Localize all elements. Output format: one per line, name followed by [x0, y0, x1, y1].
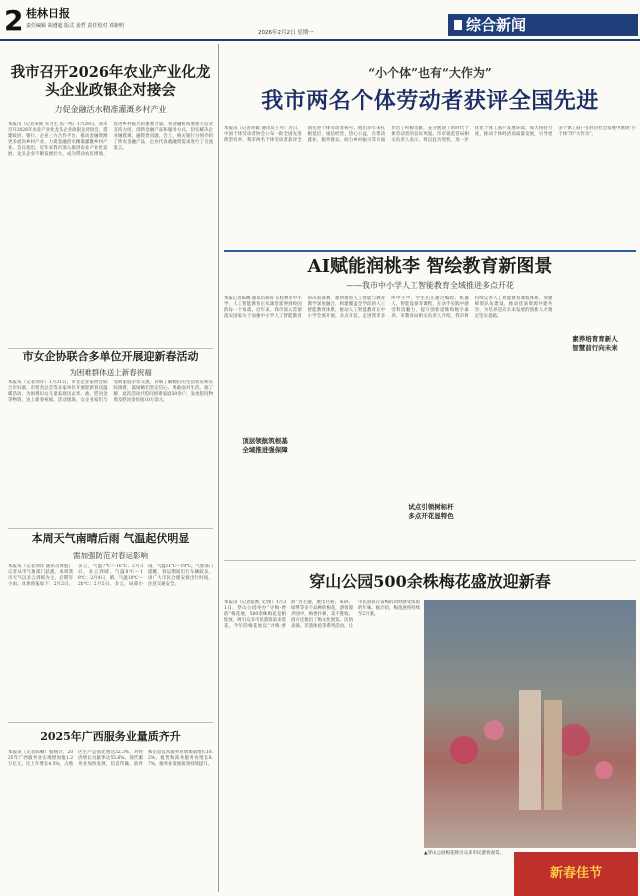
camellia-headline: 穿山公园500余株梅花盛放迎新春: [309, 572, 551, 591]
weather-body: 本报讯（记者刘洋 通讯员黄彪）记者从市气象部门获悉，本周我市天气以多云到晴为主，后期有小雨。具体预报如下：2月2日，多云，气温7℃～16℃；2月3日，多云到晴，气温8℃～18℃；2月4日，晴，气温10℃～20℃；2月5日，多云，局部小雨，气温11℃～19℃。气象部门提醒，春运期间出行车辆较多，请广大市民合理安排出行时间，注意交通安全。: [8, 564, 213, 587]
ai-section-head-3: [556, 334, 634, 352]
spring-festival-body: 本报讯（记者刘洋）1月31日，市女企业家协会联合市妇联、市慈善总会等多家单位开展迎新春送温暖活动，为困难妇女儿童家庭送去米、油、慰问金等物资，送上新春祝福。活动现场，女企业家们与受助家庭亲切交流，详细了解她们的生活状况和实际困难，鼓励她们坚定信心、勇敢面对生活。据了解，此次活动共慰问困难家庭50余户，发放慰问物资及慰问金价值10万余元。: [8, 380, 213, 403]
ai-section-head-1-line2: 全域推进强保障: [242, 446, 288, 454]
tourism-services-headline: 2025年广西服务业量质齐升: [40, 730, 181, 743]
camellia-photo: [424, 600, 636, 848]
divider: [224, 250, 636, 252]
ai-section-head-3-line2: 智慧前行向未来: [572, 344, 618, 352]
ai-section-head-1-line1: 顶层领航筑根基: [242, 437, 288, 445]
ai-education-subhead: ——我市中小学人工智能教育全域推进多点开花: [346, 281, 514, 290]
ai-section-head-2: [392, 502, 470, 520]
weather-subhead: 需加强防范对春运影响: [73, 551, 148, 560]
spring-festival-subhead: 为困难群体送上新春祝福: [69, 368, 152, 377]
editors-line: 责任编辑 胡遵超 版式 姜哲 责任校对 邓新明: [26, 23, 124, 29]
masthead: [0, 0, 640, 40]
spring-festival-headline: 市女企协联合多单位开展迎新春活动: [22, 350, 199, 363]
farm-conference-subhead: 力促金融活水精准灌溉乡村产业: [54, 105, 167, 114]
ai-section-head-3-line1: 素养培育育新人: [572, 335, 618, 343]
divider: [224, 560, 636, 561]
divider: [8, 348, 213, 349]
main-feature-kicker: “小个体”也有“大作为”: [368, 66, 492, 80]
main-feature-body: 本报讯（记者蒋薇 通讯员王丹）近日，中国个体劳动者协会公布一批全国先进典型名单，我市两名个体劳动者获评全国先进个体劳动者称号。他们多年来扎根基层、诚信经营、热心公益，在带动就业、服务群众、助力乡村振兴等方面作出了积极贡献，充分展现了新时代个体劳动者的良好风貌。市市场监管局相关负责人表示，将以此为契机，进一步优化个体工商户发展环境，加大扶持力度，推动个体经济高质量发展，引导更多个体工商户在经济社会发展中展现“小个体”的“大作为”。: [224, 126, 636, 143]
column-divider: [218, 44, 219, 892]
ai-education-body: 本报记者陈婉 通讯员胡涛 在桂林市中小学，人工智能教育正从课堂延伸到校园的每一个角落。近年来，我市深入贯彻落实国家关于加强中小学人工智能教育的决策部署，加快推进人工智能与教育教学深度融合，构建覆盖全学段的人工智能教育体系，推动人工智能教育在中小学全域开展、多点开花。走进我市多所中小学，学生们正通过编程、机器人、智能设备等课程，在动手实践中感受科技魅力，提升创新思维和数字素养。市教育局相关负责人介绍，我市将持续完善人工智能教育课程体系，加强师资队伍建设，推动优质资源共建共享，为培养适应未来发展的创新人才奠定坚实基础。: [224, 296, 553, 319]
ai-education-headline: AI赋能润桃李 智绘教育新图景: [307, 256, 553, 277]
ai-section-head-1: [226, 436, 304, 454]
farm-conference-headline: 我市召开2026年农业产业化龙头企业政银企对接会: [10, 64, 211, 99]
weather-headline: 本周天气南晴后雨 气温起伏明显: [31, 532, 190, 545]
camellia-caption: ▲穿山公园梅花吸引众多市民游客观赏。: [424, 851, 504, 856]
farm-conference-body: 本报讯（记者朱辉 实习生 高一鸣）1月29日，我市召开2026年农业产业化龙头企业政银企对接会，搭建政府、银行、企业三方合作平台，推动金融资源更多流向乡村产业，力促金融活水精准灌溉乡村产业。会议指出，近年来我市深入推进农业产业化发展，龙头企业不断发展壮大，成为带动农民增收、促进乡村振兴的重要力量。各金融机构要加大信贷支持力度，创新金融产品和服务方式，切实解决企业融资难、融资贵问题。会上，相关银行分别介绍了涉农金融产品，企业代表就融资需求进行了交流发言。: [8, 122, 213, 157]
camellia-body: 本报讯（记者阮熙 文/图）1月31日，穿山公园举办“寻梅·香韵”梅花展，500余株梅花竞相绽放，吸引众多市民游客前来赏花。今年的梅花展以“寻梅·香韵”为主题，展出宫粉、朱砂、绿萼等多个品种的梅花，游客漫步园中，梅香扑鼻，美不胜收。园方还推出了梅文化展览、民俗表演、非遗体验等系列活动，让市民游客在赏梅的同时感受浓浓的年味。据介绍，梅花展将持续至2月底。: [224, 600, 420, 629]
divider: [8, 528, 213, 529]
date-line: 2026年2月2日 星期一: [258, 30, 314, 36]
section-label: 综合新闻: [448, 14, 638, 36]
divider: [8, 722, 213, 723]
ai-section-head-2-line1: 试点引领树标杆: [408, 503, 454, 511]
ai-section-head-2-line2: 多点开花显特色: [408, 512, 454, 520]
camellia-photo-art: [424, 600, 636, 848]
new-year-banner: 新春佳节: [514, 852, 638, 896]
main-feature-headline: 我市两名个体劳动者获评全国先进: [261, 88, 599, 114]
masthead-rule: [0, 39, 640, 41]
tourism-services-body: 本报讯（记者陈楠）据统计，2025年广西服务业实现增加值1.2万亿元，比上年增长4.5%，占地区生产总值比重达52.3%，对经济增长贡献率达55.6%。现代服务业加快发展，信息传输、软件和信息技术服务业增加值增长10.2%，租赁和商务服务业增长8.7%，服务业发展质效持续提升。: [8, 750, 213, 767]
paper-name: 桂林日报: [26, 7, 70, 20]
page-number: 2: [4, 4, 24, 37]
